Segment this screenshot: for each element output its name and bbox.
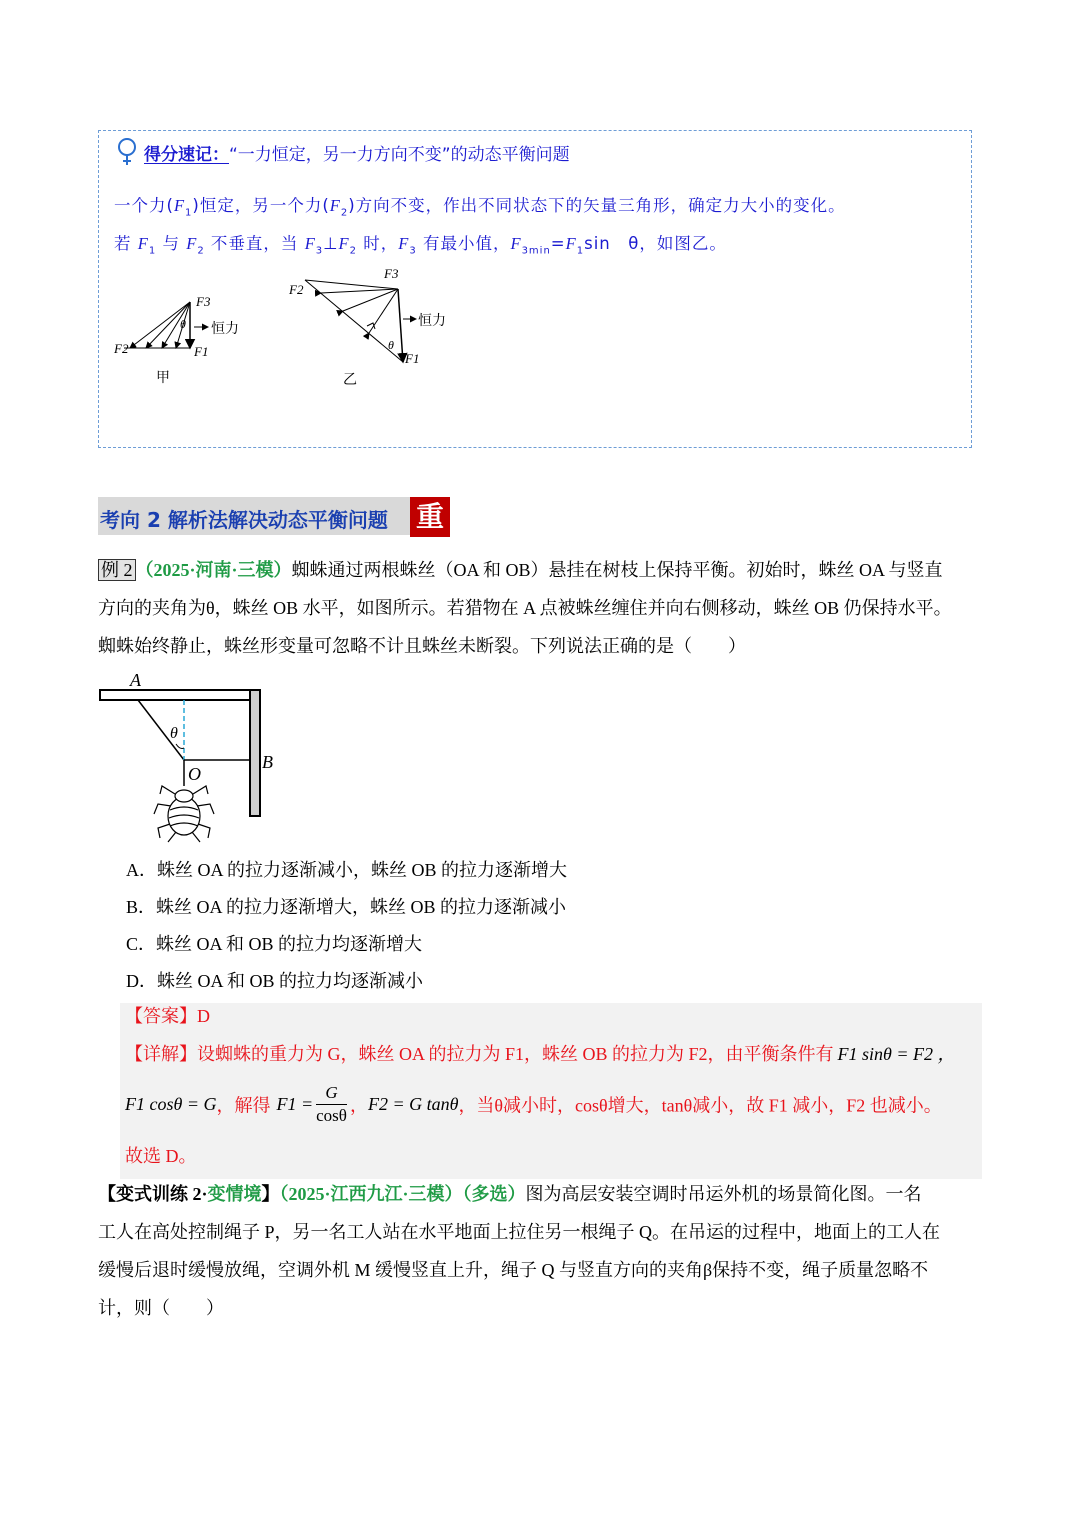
fig-jia-f2: F2 [114, 341, 129, 356]
fig-jia-f3: F3 [196, 294, 211, 309]
fig-jia-caption: 甲 [156, 370, 170, 386]
variant-line-3: 缓慢后退时缓慢放绳，空调外机 M 缓慢竖直上升，绳子 Q 与竖直方向的夹角β保持不变，绳子质量忽略不 [98, 1260, 929, 1280]
fig-label-o: O [188, 764, 201, 784]
example-line-2: 方向的夹角为θ，蛛丝 OB 水平，如图所示。若猎物在 A 点被蛛丝缠住并向右侧移动，蛛丝 OB 仍保持水平。 [98, 598, 952, 618]
option-b[interactable]: B．蛛丝 OA 的拉力逐渐增大，蛛丝 OB 的拉力逐渐减小 [126, 897, 567, 917]
example-text-1: 蜘蛛通过两根蛛丝（OA 和 OB）悬挂在树枝上保持平衡。初始时，蛛丝 OA 与竖直 [291, 560, 943, 580]
equation-2: F1 cosθ = G [125, 1094, 217, 1114]
option-c[interactable]: C．蛛丝 OA 和 OB 的拉力均逐渐增大 [126, 934, 423, 954]
example-source: （2025·河南·三模） [135, 560, 292, 580]
variant-text-1: 图为高层安装空调时吊运外机的场景简化图。一名 [525, 1184, 922, 1204]
fig-yi-f3: F3 [384, 266, 399, 281]
tip-title-text: “一力恒定，另一力方向不变”的动态平衡问题 [229, 145, 570, 165]
answer-conclusion: 故选 D。 [125, 1146, 197, 1166]
fig-jia-const: 恒力 [211, 321, 239, 337]
tip-label: 得分速记： [144, 145, 229, 165]
fig-yi-const: 恒力 [418, 313, 446, 329]
answer-label: 【答案】D [125, 1006, 210, 1026]
variant-source: （2025·江西九江·三模）（多选） [279, 1184, 526, 1204]
equation-1: F1 sinθ = F2 ， [837, 1044, 956, 1064]
variant-kind: 变情境 [207, 1184, 262, 1204]
solve-text: ，解得 [216, 1095, 271, 1116]
figure-jia [110, 290, 260, 390]
fig-yi-f2: F2 [289, 282, 304, 297]
fig-label-theta: θ [170, 725, 178, 742]
fig-yi-f1: F1 [405, 351, 420, 366]
answer-detail-line-1 [125, 1036, 956, 1072]
tip-line-1: 一个力$(F_1)$恒定，另一个力$(F_2)$方向不变，作出不同状态下的矢量三角形，确定力大小的变化。 [114, 196, 846, 219]
fig-jia-theta: θ [180, 317, 186, 331]
tip-line-2: 若 $F_1$ 与 $F_2$ 不垂直，当 $F_3\perp F_2$ 时，$F_3$ 有最小值，$F_{3min}=F_1\sin$ θ，如图乙。 [114, 234, 727, 257]
variant-label: 【变式训练 2· [98, 1184, 208, 1204]
example-tag: 例 2 [98, 559, 136, 581]
answer-detail-text-2: ，当θ减小时，cosθ增大，tanθ减小，故 F1 减小，F2 也减小。 [458, 1095, 942, 1116]
variant-line-2: 工人在高处控制绳子 P，另一名工人站在水平地面上拉住另一根绳子 Q。在吊运的过程中，地面上的工人在 [98, 1222, 941, 1242]
fig-yi-theta: θ [388, 338, 394, 352]
example-line-3: 蜘蛛始终静止，蛛丝形变量可忽略不计且蛛丝未断裂。下列说法正确的是（ ） [98, 636, 746, 656]
important-badge: 重 [410, 497, 450, 537]
spider-icon [154, 786, 214, 842]
answer-detail-text: 【详解】设蜘蛛的重力为 G，蛛丝 OA 的拉力为 F1，蛛丝 OB 的拉力为 F2，由平衡条件有 [125, 1044, 834, 1064]
figure-yi [285, 262, 460, 392]
fig-yi-caption: 乙 [343, 372, 357, 388]
example-line-1 [98, 552, 943, 588]
variant-line-1 [98, 1176, 922, 1212]
equation-4: F2 = G tanθ [367, 1094, 459, 1114]
equation-3-fraction [316, 1082, 347, 1127]
fig-jia-f1: F1 [194, 344, 209, 359]
section-title: 考向 2 解析法解决动态平衡问题 [100, 508, 388, 532]
variant-label-end: 】 [261, 1184, 280, 1204]
fig-label-a: A [130, 670, 141, 690]
fraction-denominator: cosθ [316, 1106, 347, 1125]
equation-3-left: F1 = [276, 1094, 314, 1114]
spider-figure [96, 668, 296, 848]
fraction-numerator: G [316, 1082, 347, 1105]
tip-box [98, 130, 972, 448]
tip-heading [118, 140, 570, 165]
fig-label-b: B [262, 752, 273, 772]
variant-line-4: 计，则（ ） [98, 1298, 224, 1318]
option-a[interactable]: A．蛛丝 OA 的拉力逐渐减小，蛛丝 OB 的拉力逐渐增大 [126, 860, 568, 880]
answer-detail-line-2: F1 cosθ = G，解得 F1 = $\frac{G}{\cos\theta}$ ，F2 = G tanθ，当θ减小时，cosθ增大，tanθ减小，故 F1 减小，F2 也减小。 [125, 1083, 942, 1125]
option-d[interactable]: D．蛛丝 OA 和 OB 的拉力均逐渐减小 [126, 971, 424, 991]
